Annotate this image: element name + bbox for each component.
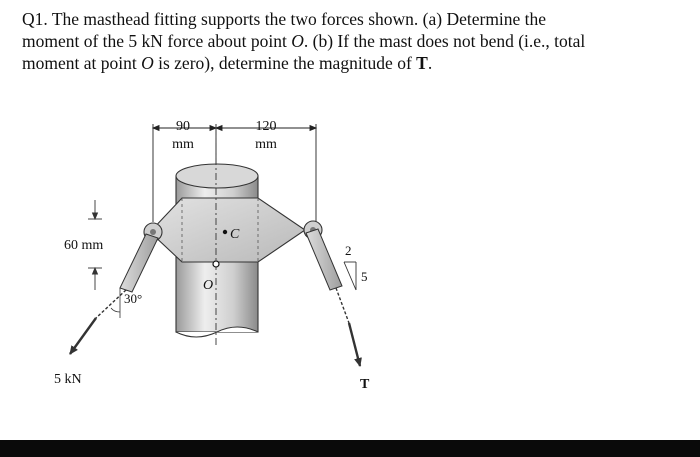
angle-30-label: 30°: [124, 291, 143, 306]
point-o-label: O: [203, 278, 214, 293]
force-5kn-arrow: [70, 318, 96, 354]
dim-90-label: 90: [176, 119, 190, 134]
slope-5-label: 5: [361, 269, 368, 284]
dim-90-unit: mm: [172, 137, 194, 152]
question-line-1: The masthead fitting supports the two forces shown. (a) Determine the: [47, 9, 547, 29]
left-link: [120, 234, 158, 292]
question-line-3b: is zero), determine the magnitude of: [153, 53, 417, 73]
slope-2-label: 2: [345, 243, 352, 258]
question-number: Q1.: [22, 9, 48, 29]
point-c-label: C: [230, 227, 240, 242]
dim-120-unit: mm: [255, 137, 277, 152]
right-cable: [336, 288, 349, 323]
dim-120-label: 120: [255, 119, 277, 134]
question-point-o-2: O: [141, 53, 154, 73]
force-t-label: T: [360, 377, 370, 392]
question-t-bold: T: [416, 53, 428, 73]
masthead-plate: [150, 198, 305, 262]
point-o-dot: [213, 261, 219, 267]
force-t-arrow: [349, 323, 360, 366]
angle-arc: [111, 308, 120, 312]
question-line-2a: moment of the 5 kN force about point: [22, 31, 292, 51]
point-c-dot: [223, 230, 227, 234]
bottom-bar: [0, 440, 700, 457]
question-line-3c: .: [427, 53, 433, 73]
right-link: [306, 229, 342, 290]
question-line-2b: . (b) If the mast does not bend (i.e., total: [303, 31, 586, 51]
force-5kn-label: 5 kN: [54, 372, 82, 387]
dim-60-label: 60 mm: [64, 238, 104, 253]
question-point-o: O: [291, 31, 304, 51]
left-cable: [96, 290, 126, 318]
question-line-3a: moment at point: [22, 53, 142, 73]
slope-triangle: [344, 262, 356, 290]
